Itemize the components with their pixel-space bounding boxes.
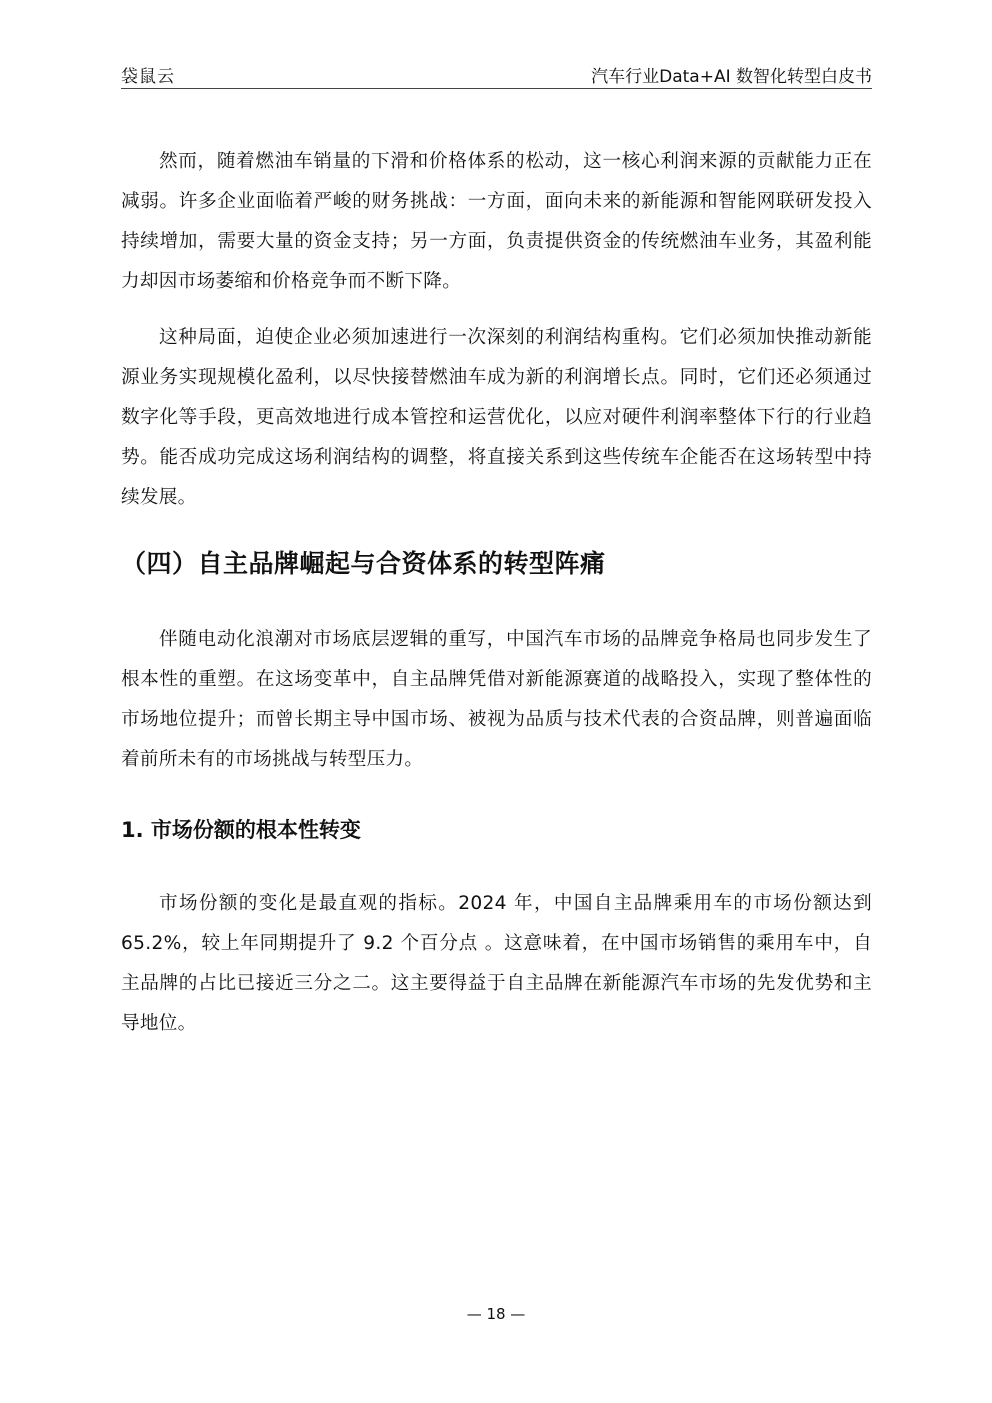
paragraph-brand-landscape: 伴随电动化浪潮对市场底层逻辑的重写，中国汽车市场的品牌竞争格局也同步发生了根本性的重塑。在这场变革中，自主品牌凭借对新能源赛道的战略投入，实现了整体性的市场地位提升；而曾长期主导中国市场、被视为品质与技术代表的合资品牌，则普遍面临着前所未有的市场挑战与转型压力。 — [121, 629, 872, 770]
paragraph-profit-restructuring: 这种局面，迫使企业必须加速进行一次深刻的利润结构重构。它们必须加快推动新能源业务实现规模化盈利，以尽快接替燃油车成为新的利润增长点。同时，它们还必须通过数字化等手段，更高效地进行成本管控和运营优化，以应对硬件利润率整体下行的行业趋势。能否成功完成这场利润结构的调整，将直接关系到这些传统车企能否在这场转型中持续发展。 — [121, 327, 872, 508]
paragraph-market-share: 市场份额的变化是最直观的指标。2024 年，中国自主品牌乘用车的市场份额达到 65.2%，较上年同期提升了 9.2 个百分点 。这意味着，在中国市场销售的乘用车中，自主品牌的占比已接近三分之二。这主要得益于自主品牌在新能源汽车市场的先发优势和主导地位。 — [121, 893, 872, 1034]
subsection-heading: 1. 市场份额的根本性转变 — [121, 818, 361, 842]
header-document-title: 汽车行业Data+AI 数智化转型白皮书 — [591, 67, 872, 87]
paragraph-profit-pressure: 然而，随着燃油车销量的下滑和价格体系的松动，这一核心利润来源的贡献能力正在减弱。许多企业面临着严峻的财务挑战：一方面，面向未来的新能源和智能网联研发投入持续增加，需要大量的资金支持；另一方面，负责提供资金的传统燃油车业务，其盈利能力却因市场萎缩和价格竞争而不断下降。 — [121, 151, 872, 292]
page-number: — 18 — — [466, 1305, 526, 1323]
page-header — [121, 58, 872, 89]
header-company-name: 袋鼠云 — [121, 67, 175, 87]
section-heading: （四）自主品牌崛起与合资体系的转型阵痛 — [121, 549, 606, 578]
